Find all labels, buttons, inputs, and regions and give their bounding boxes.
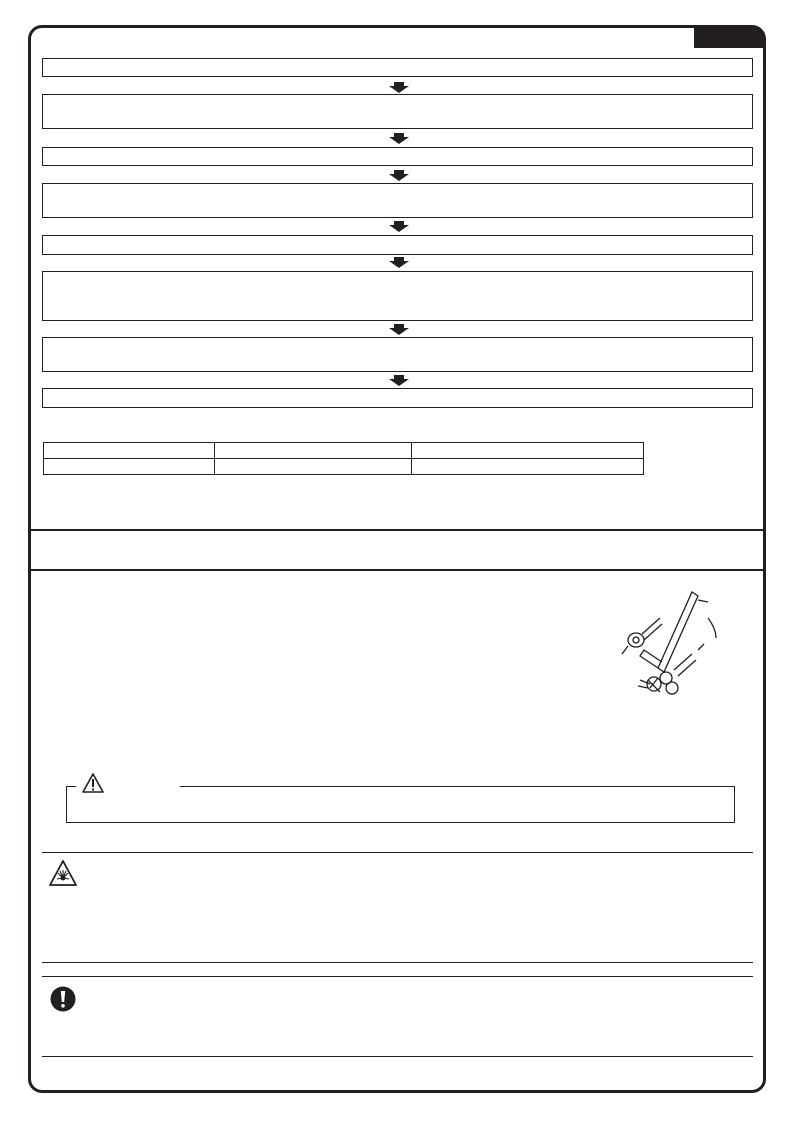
table-cell bbox=[412, 443, 644, 459]
spec-table bbox=[43, 442, 644, 475]
caution-triangle-icon bbox=[82, 773, 104, 793]
down-arrow-icon bbox=[389, 257, 409, 268]
explosion-warning-icon bbox=[49, 860, 77, 886]
table-cell bbox=[412, 459, 644, 475]
section-divider bbox=[42, 976, 753, 977]
section-divider bbox=[42, 962, 753, 963]
section-divider bbox=[31, 569, 765, 571]
hex-key-and-bolt-illustration bbox=[612, 588, 722, 698]
band-text bbox=[40, 538, 740, 560]
down-arrow-icon bbox=[389, 82, 409, 93]
table-cell bbox=[215, 443, 412, 459]
section-divider bbox=[31, 529, 765, 531]
flow-step-6 bbox=[42, 271, 753, 321]
section-divider bbox=[42, 852, 753, 853]
page-corner-tab bbox=[694, 26, 764, 48]
flow-step-7 bbox=[42, 337, 753, 372]
mandatory-notice-text bbox=[90, 988, 740, 1048]
table-cell bbox=[215, 459, 412, 475]
flow-step-3 bbox=[42, 147, 753, 166]
flow-step-5 bbox=[42, 235, 753, 255]
section-divider bbox=[42, 1056, 753, 1057]
flow-step-4 bbox=[42, 183, 753, 218]
flow-step-8 bbox=[42, 388, 753, 408]
table-row bbox=[44, 443, 644, 459]
down-arrow-icon bbox=[389, 375, 409, 386]
down-arrow-icon bbox=[389, 221, 409, 232]
explosion-warning-text bbox=[90, 862, 740, 942]
down-arrow-icon bbox=[389, 133, 409, 144]
down-arrow-icon bbox=[389, 324, 409, 335]
table-row bbox=[44, 459, 644, 475]
flow-step-1 bbox=[42, 58, 753, 77]
flow-step-2 bbox=[42, 94, 753, 129]
exclamation-circle-icon bbox=[50, 986, 76, 1012]
down-arrow-icon bbox=[389, 170, 409, 181]
caution-label bbox=[76, 772, 180, 794]
table-cell bbox=[44, 459, 215, 475]
table-cell bbox=[44, 443, 215, 459]
